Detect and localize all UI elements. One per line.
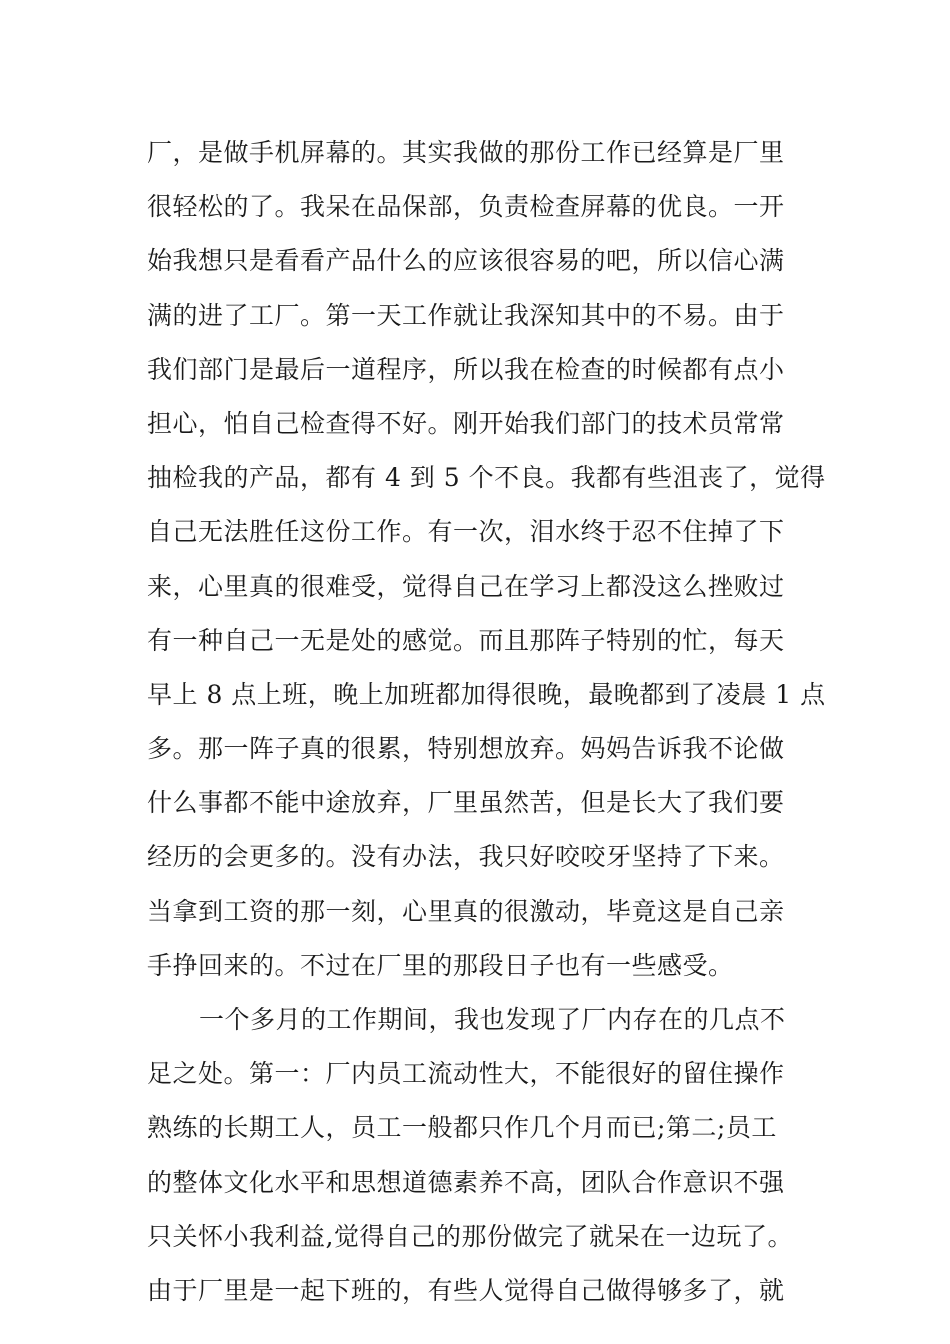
text-line-16: 手挣回来的。不过在厂里的那段日子也有一些感受。 xyxy=(147,950,734,980)
text-line-18: 足之处。第一：厂内员工流动性大，不能很好的留住操作 xyxy=(147,1059,785,1089)
text-line-11: 早上 8 点上班，晚上加班都加得很晚，最晚都到了凌晨 1 点 xyxy=(147,679,826,709)
text-line-10: 有一种自己一无是处的感觉。而且那阵子特别的忙，每天 xyxy=(147,625,785,655)
text-line-15: 当拿到工资的那一刻，心里真的很激动，毕竟这是自己亲 xyxy=(147,896,785,926)
text-line-2: 很轻松的了。我呆在品保部，负责检查屏幕的优良。一开 xyxy=(147,192,785,222)
text-line-5: 我们部门是最后一道程序，所以我在检查的时候都有点小 xyxy=(147,354,785,384)
text-line-8: 自己无法胜任这份工作。有一次，泪水终于忍不住掉了下 xyxy=(147,517,785,547)
text-line-1: 厂，是做手机屏幕的。其实我做的那份工作已经算是厂里 xyxy=(147,138,785,167)
text-line-21: 只关怀小我利益,觉得自己的那份做完了就呆在一边玩了。 xyxy=(147,1221,793,1251)
text-line-19: 熟练的长期工人，员工一般都只作几个月而已;第二;员工 xyxy=(147,1113,777,1143)
text-line-13: 什么事都不能中途放弃，厂里虽然苦，但是长大了我们要 xyxy=(147,788,785,818)
body-text xyxy=(147,126,826,1318)
text-line-20: 的整体文化水平和思想道德素养不高，团队合作意识不强 xyxy=(147,1167,785,1197)
text-line-9: 来，心里真的很难受，觉得自己在学习上都没这么挫败过 xyxy=(147,571,785,601)
text-line-14: 经历的会更多的。没有办法，我只好咬咬牙坚持了下来。 xyxy=(147,842,785,872)
text-line-12: 多。那一阵子真的很累，特别想放弃。妈妈告诉我不论做 xyxy=(147,734,785,764)
text-line-22: 由于厂里是一起下班的，有些人觉得自己做得够多了，就 xyxy=(147,1275,785,1305)
text-line-3: 始我想只是看看产品什么的应该很容易的吧，所以信心满 xyxy=(147,246,785,276)
paragraph-2-first-line: 一个多月的工作期间，我也发现了厂内存在的几点不 xyxy=(199,1005,786,1034)
text-line-6: 担心，怕自己检查得不好。刚开始我们部门的技术员常常 xyxy=(147,408,785,438)
text-line-4: 满的进了工厂。第一天工作就让我深知其中的不易。由于 xyxy=(147,300,785,330)
text-line-7: 抽检我的产品，都有 4 到 5 个不良。我都有些沮丧了，觉得 xyxy=(147,463,826,493)
